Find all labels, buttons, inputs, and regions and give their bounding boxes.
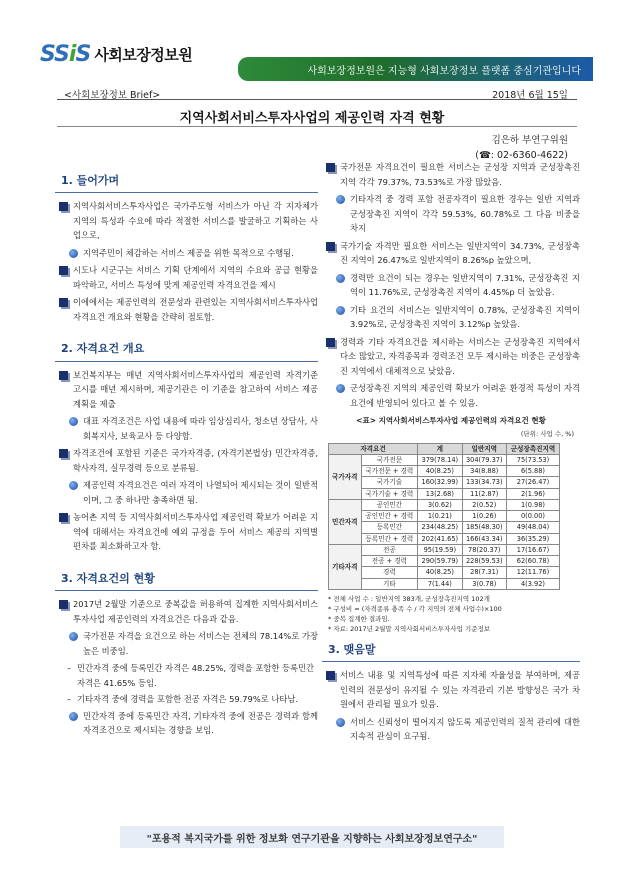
table-cell: 국가기술 <box>361 477 418 488</box>
author: 김은하 부연구위원 <box>491 135 568 146</box>
note: * 구성비 = (자격종류 충족 수 / 각 지역의 전체 사업수)×100 <box>328 604 502 613</box>
table-cell: 전공 + 경력 <box>361 556 418 567</box>
group-cell: 민간자격 <box>329 499 362 544</box>
note: * 전체 사업 수 : 일반지역 383개, 군성장촉진지역 102개 <box>328 594 490 603</box>
paragraph: 농어촌 지역 등 지역사회서비스투자사업 제공인력 확보가 어려운 지역에 대해서는 자격요건에 예외 규정을 두어 서비스 제공의 지역별 편차를 최소화하고자 함. <box>55 510 318 554</box>
paragraph: 자격조건에 포함된 기준은 국가자격증, (자격기본법상) 민간자격증, 학사자격, 실무경력 등으로 분류됨. <box>55 446 318 475</box>
table-cell: 11(2.87) <box>462 488 506 499</box>
table-row <box>329 477 560 488</box>
table-cell: 기타 <box>361 578 418 589</box>
table-cell: 290(59.79) <box>418 556 462 567</box>
table-cell: 36(35.29) <box>506 533 559 544</box>
round-bullet-icon <box>336 718 345 727</box>
table-cell: 0(0.00) <box>506 511 559 522</box>
table-caption: <표> 지역사회서비스투자사업 제공인력의 자격요건 현황 <box>356 416 546 426</box>
sub-paragraph: 군성장촉진 지역의 제공인력 확보가 어려운 환경적 특성이 자격요건에 반영되어 있다고 볼 수 있음. <box>322 381 580 410</box>
square-bullet-icon <box>326 163 335 172</box>
paragraph: 경력과 기타 자격요건을 제시하는 서비스는 군성장촉진 지역에서 다소 많았고, 자격종목과 경력조건 모두 제시하는 비중은 군성장촉진 지역에서 대체적으로 낮았음. <box>322 335 580 379</box>
sub-paragraph: 대표 자격조건은 사업 내용에 따라 임상심리사, 청소년 상담사, 사회복지사, 보육교사 등 다양함. <box>55 414 318 443</box>
section-heading: 3. 맺음말 <box>322 638 580 662</box>
publish-date: 2018년 6월 15일 <box>492 90 568 101</box>
sub-paragraph: 국가전문 자격을 요건으로 하는 서비스는 전체의 78.14%로 가장 높은 비중임. <box>55 629 318 658</box>
section-heading: 1. 들어가며 <box>55 169 318 193</box>
table-row <box>329 454 560 465</box>
square-bullet-icon <box>59 600 68 609</box>
left-column <box>55 165 318 741</box>
table-cell: 34(8.88) <box>462 466 506 477</box>
table-cell: 17(16.67) <box>506 544 559 555</box>
table-cell: 78(20.37) <box>462 544 506 555</box>
paragraph: 지역사회서비스투자사업은 국가주도형 서비스가 아닌 각 지자체가 지역의 특성과 수요에 따라 적절한 서비스를 발굴하고 기획하는 사업으로, <box>55 199 318 243</box>
paragraph: 서비스 내용 및 지역특성에 따른 지자체 자율성을 부여하며, 제공인력의 전문성이 유지될 수 있는 자격관리 기본 방향성은 국가 차원에서 관리될 필요가 있음. <box>322 668 580 712</box>
square-bullet-icon <box>59 202 68 211</box>
table-row <box>329 499 560 510</box>
header-cell: 일반지역 <box>462 443 506 454</box>
table-cell: 40(8.25) <box>418 466 462 477</box>
note: * 자료: 2017년 2월말 지역사회서비스투자사업 기준정보 <box>328 624 491 633</box>
paragraph: 보건복지부는 매년 지역사회서비스투자사업의 제공인력 자격기준 고시를 매년 제시하며, 제공기관은 이 기준을 참고하여 서비스 제공 계획을 제출 <box>55 368 318 412</box>
table-cell: 379(78.14) <box>418 454 462 465</box>
table-cell: 133(34.73) <box>462 477 506 488</box>
table-cell: 경력 <box>361 567 418 578</box>
table-cell: 6(5.88) <box>506 466 559 477</box>
top-divider <box>57 99 577 100</box>
table-cell: 95(19.59) <box>418 544 462 555</box>
table-cell: 1(0.26) <box>462 511 506 522</box>
section-heading: 3. 자격요건의 현황 <box>55 567 318 591</box>
table-notes <box>328 594 574 634</box>
header-cell: 자격요건 <box>329 443 418 454</box>
round-bullet-icon <box>69 417 78 426</box>
table-cell: 1(0.21) <box>418 511 462 522</box>
square-bullet-icon <box>326 242 335 251</box>
round-bullet-icon <box>69 481 78 490</box>
footer-slogan: "포용적 복지국가를 위한 정보화 연구기관을 지향하는 사회보장정보연구소" <box>120 826 504 848</box>
table-cell: 27(26.47) <box>506 477 559 488</box>
table-row <box>329 522 560 533</box>
table-cell: 13(2.68) <box>418 488 462 499</box>
table-cell: 40(8.25) <box>418 567 462 578</box>
square-bullet-icon <box>326 671 335 680</box>
table-row <box>329 556 560 567</box>
table-cell: 등록민간 + 경력 <box>361 533 418 544</box>
header-cell: 계 <box>418 443 462 454</box>
header-banner: 사회보장정보원은 지능형 사회보장정보 플랫폼 중심기관입니다 <box>238 57 593 81</box>
table-unit: (단위: 사업 수, %) <box>520 430 574 439</box>
dash-item: – 기타자격 중에 경력을 포함한 전공 자격은 59.79%로 나타남. <box>67 694 299 705</box>
table-cell: 2(0.52) <box>462 499 506 510</box>
logo-text: 사회보장정보원 <box>94 45 193 64</box>
table-cell: 3(0.62) <box>418 499 462 510</box>
table-cell: 전공 <box>361 544 418 555</box>
round-bullet-icon <box>69 712 78 721</box>
table-cell: 228(59.53) <box>462 556 506 567</box>
table-cell: 7(1.44) <box>418 578 462 589</box>
paragraph: 국가전문 자격요건이 필요한 서비스는 군성장 지역과 군성장촉진 지역 각각 79.37%, 73.53%로 가장 많았음. <box>322 160 580 189</box>
logo-mark: SSiS <box>40 41 91 67</box>
table-cell: 49(48.04) <box>506 522 559 533</box>
right-column <box>322 160 580 747</box>
table-cell: 국가기술 + 경력 <box>361 488 418 499</box>
round-bullet-icon <box>69 249 78 258</box>
round-bullet-icon <box>336 384 345 393</box>
paragraph: 국가기술 자격만 필요한 서비스는 일반지역이 34.73%, 군성장촉진 지역이 26.47%로 일반지역이 8.26%p 높았으며, <box>322 239 580 268</box>
table-cell: 75(73.53) <box>506 454 559 465</box>
table-cell: 28(7.31) <box>462 567 506 578</box>
table-cell: 1(0.98) <box>506 499 559 510</box>
round-bullet-icon <box>336 195 345 204</box>
table-cell: 2(1.96) <box>506 488 559 499</box>
paragraph: 이에에서는 제공인력의 전문성과 관련있는 지역사회서비스투자사업 자격요건 개요와 현황을 간략히 점토함. <box>55 295 318 324</box>
dash-item: – 민간자격 중에 등록민간 자격은 48.25%, 경력을 포함한 등록민간 자격은 41.65% 등임. <box>67 663 315 688</box>
round-bullet-icon <box>336 306 345 315</box>
square-bullet-icon <box>59 371 68 380</box>
title-divider <box>57 126 577 127</box>
square-bullet-icon <box>326 338 335 347</box>
table-cell: 국가전문 + 경력 <box>361 466 418 477</box>
table-cell: 공인민간 <box>361 499 418 510</box>
paragraph: 시도나 시군구는 서비스 기획 단계에서 지역의 수요와 공급 현황을 파악하고, 서비스 특성에 맞게 제공인력 자격요건을 제시 <box>55 263 318 292</box>
sub-paragraph: 제공인력 자격요건은 여러 자격이 나열되어 제시되는 것이 일반적이며, 그 중 하나만 충족하면 됨. <box>55 478 318 507</box>
table-row <box>329 533 560 544</box>
brief-label: <사회보장정보 Brief> <box>64 90 161 101</box>
sub-paragraph: 기타 요건의 서비스는 일반지역이 0.78%, 군성장촉진 지역이 3.92%로, 군성장촉진 지역이 3.12%p 높았음. <box>322 303 580 332</box>
table-cell: 12(11.76) <box>506 567 559 578</box>
table-cell: 4(3.92) <box>506 578 559 589</box>
paragraph: 2017년 2월말 기준으로 중복값을 허용하여 집계한 지역사회서비스투자사업 제공인력의 자격요건은 다음과 같음. <box>55 597 318 626</box>
square-bullet-icon <box>59 298 68 307</box>
sub-paragraph: 민간자격 중에 등록민간 자격, 기타자격 중에 전공은 경력과 함께 자격조건으로 제시되는 경향을 보임. <box>55 709 318 738</box>
section-heading: 2. 자격요건 개요 <box>55 337 318 361</box>
header-cell: 군성장촉진지역 <box>506 443 559 454</box>
table-cell: 304(79.37) <box>462 454 506 465</box>
group-cell: 국가자격 <box>329 454 362 499</box>
qualification-table <box>328 443 560 590</box>
table-row <box>329 466 560 477</box>
sub-paragraph: 기타자격 중 경력 포함 전공자격이 필요한 경우는 일반 지역과 군성장촉진 지역이 각각 59.53%, 60.78%로 그 다음 비중을 차지 <box>322 192 580 236</box>
table-cell: 185(48.30) <box>462 522 506 533</box>
table-row <box>329 511 560 522</box>
table-row <box>329 544 560 555</box>
round-bullet-icon <box>336 274 345 283</box>
table-cell: 공인민간 + 경력 <box>361 511 418 522</box>
table-cell: 국가전문 <box>361 454 418 465</box>
table-cell: 166(43.34) <box>462 533 506 544</box>
table-header-row <box>329 443 560 454</box>
table-row <box>329 488 560 499</box>
page-title: 지역사회서비스투자사업의 제공인력 자격 현황 <box>179 111 445 126</box>
square-bullet-icon <box>59 449 68 458</box>
table-row <box>329 567 560 578</box>
table-cell: 234(48.25) <box>418 522 462 533</box>
note: * 중복 집계한 결과임. <box>328 614 390 623</box>
group-cell: 기타자격 <box>329 544 362 589</box>
table-cell: 등록민간 <box>361 522 418 533</box>
table-cell: 3(0.78) <box>462 578 506 589</box>
table-cell: 62(60.78) <box>506 556 559 567</box>
sub-paragraph: 경력만 요건이 되는 경우는 일반지역이 7.31%, 군성장촉진 지역이 11.76%로, 군성장촉진 지역이 4.45%p 더 높았음. <box>322 271 580 300</box>
phone: (☎: 02-6360-4622) <box>475 150 568 161</box>
table-cell: 160(32.99) <box>418 477 462 488</box>
round-bullet-icon <box>69 632 78 641</box>
table-cell: 202(41.65) <box>418 533 462 544</box>
sub-paragraph: 서비스 신뢰성이 떨어지지 않도록 제공인력의 질적 관리에 대한 지속적 관심이 요구됨. <box>322 715 580 744</box>
table-row <box>329 578 560 589</box>
sub-paragraph: 지역주민이 체감하는 서비스 제공을 위한 목적으로 수행됨. <box>55 246 318 261</box>
logo <box>40 40 192 68</box>
square-bullet-icon <box>59 266 68 275</box>
square-bullet-icon <box>59 513 68 522</box>
